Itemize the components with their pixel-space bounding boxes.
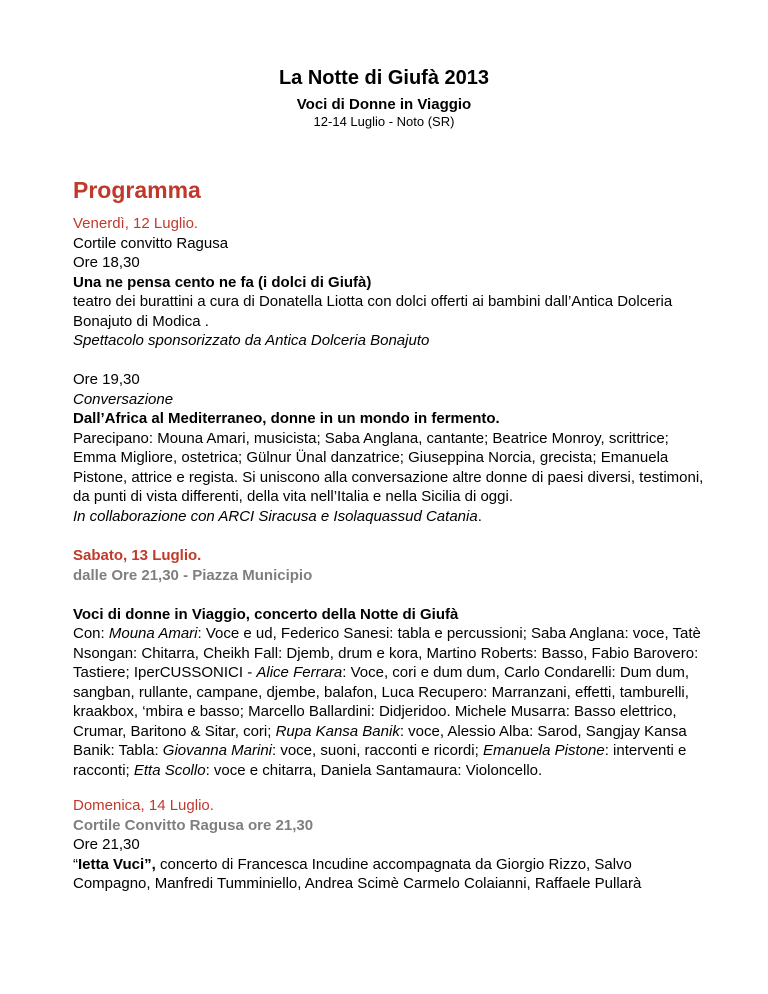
event-kind: Conversazione <box>73 390 174 408</box>
sponsor-note: Spettacolo sponsorizzato da Antica Dolceria Bonajuto <box>73 332 430 349</box>
time: Ore 19,30 <box>73 371 140 388</box>
program-content <box>73 176 713 894</box>
day-friday <box>73 214 713 526</box>
venue: Cortile Convitto Ragusa ore 21,30 <box>73 816 314 834</box>
collaboration-note: In collaborazione con ARCI Siracusa e Isolaquassud Catania. <box>73 507 482 525</box>
day-date: Sabato, 13 Luglio. <box>73 547 202 564</box>
venue: dalle Ore 21,30 - Piazza Municipio <box>73 566 313 584</box>
document-header <box>0 66 768 130</box>
day-saturday <box>73 546 713 780</box>
event-title: La Notte di Giufà 2013 <box>278 67 490 89</box>
day-date: Domenica, 14 Luglio. <box>73 797 214 814</box>
event-title-puppets: Una ne pensa cento ne fa (i dolci di Giufà) <box>73 273 372 291</box>
event-description: “Ietta Vuci”, concerto di Francesca Incudine accompagnata da Giorgio Rizzo, Salvo Compagno, Manfredi Tumminiello, Andrea Scimè Carmelo Colaianni, Raffaele Pullarà <box>73 855 642 892</box>
day-date: Venerdì, 12 Luglio. <box>73 215 199 232</box>
event-description: teatro dei burattini a cura di Donatella Liotta con dolci offerti ai bambini dall’Antica Dolceria Bonajuto di Modica . <box>73 293 673 330</box>
event-title-conversation: Dall’Africa al Mediterraneo, donne in un mondo in fermento. <box>73 410 500 427</box>
event-dates: 12-14 Luglio - Noto (SR) <box>313 114 455 129</box>
programma-heading: Programma <box>73 177 201 203</box>
cast-list: Con: Mouna Amari: Voce e ud, Federico Sanesi: tabla e percussioni; Saba Anglana: voce, Tatè Nsongan: Chitarra, Cheikh Fall: Djemb, drum e kora, Martino Roberts: Basso, Fabio Barovero: Tastiere; IperCUSSONICI - Alice Ferrara: Voce, cori e dum dum, Carlo Condarelli: Dum dum, sangban, rullante, campane, djembe, balafon, Luca Recupero: Marranzani, effetti, tamburelli, kraakbox, ‘mbira e basso; Marcello Ballardini: Didjeridoo. Michele Musarra: Basso elettrico, Crumar, Baritono & Sitar, cori; Rupa Kansa Banik: voce, Alessio Alba: Sarod, Sangjay Kansa Banik: Tabla: Giovanna Marini: voce, suoni, racconti e ricordi; Emanuela Pistone: interventi e racconti; Etta Scollo: voce e chitarra, Daniela Santamaura: Violoncello. <box>73 625 701 779</box>
time: Ore 18,30 <box>73 254 140 271</box>
venue: Cortile convitto Ragusa <box>73 234 229 252</box>
time: Ore 21,30 <box>73 836 140 853</box>
event-description: Parecipano: Mouna Amari, musicista; Saba Anglana, cantante; Beatrice Monroy, scrittrice; Emma Migliore, ostetrica; Gülnur Ünal danzatrice; Giuseppina Norcia, grecista; Emanuela Pistone, attrice e regista. Si uniscono alla conversazione altre donne di paesi diversi, testimoni, da punti di vista differenti, della vita nell’Italia e nella Sicilia di oggi. <box>73 429 704 505</box>
event-title-concert: Voci di donne in Viaggio, concerto della Notte di Giufà <box>73 605 459 623</box>
event-subtitle: Voci di Donne in Viaggio <box>296 96 472 113</box>
day-sunday <box>73 796 713 894</box>
